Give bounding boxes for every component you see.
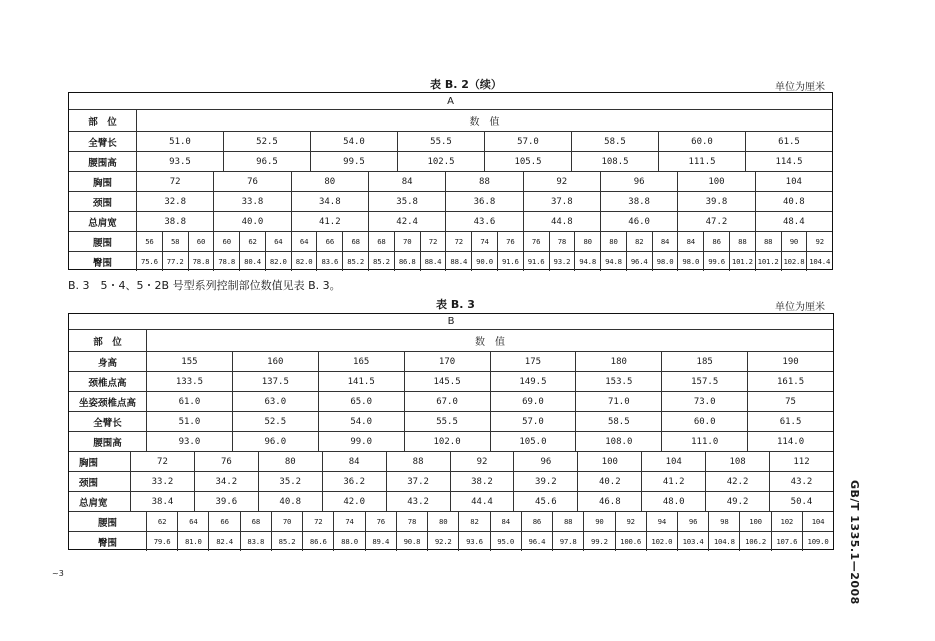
value-cell: 96 <box>601 172 678 191</box>
value-cell: 76 <box>214 172 291 191</box>
row-label: 坐姿颈椎点高 <box>69 392 147 411</box>
table-row <box>69 110 832 132</box>
value-cell: 38.8 <box>601 192 678 211</box>
value-cell: 65.0 <box>319 392 405 411</box>
value-cell: 95.0 <box>491 532 522 551</box>
value-cell: 92.2 <box>428 532 459 551</box>
value-cell: 155 <box>147 352 233 371</box>
value-cell: 91.6 <box>498 252 524 271</box>
table-row <box>69 492 833 512</box>
value-cell: 51.0 <box>147 412 233 431</box>
value-cell: 104 <box>642 452 706 471</box>
value-cell: 165 <box>319 352 405 371</box>
value-cell: 76 <box>524 232 550 251</box>
value-cell: 105.0 <box>491 432 577 451</box>
value-cell: 70 <box>272 512 303 531</box>
value-cell: 86.6 <box>303 532 334 551</box>
row-values <box>131 452 833 471</box>
value-cell: 81.0 <box>178 532 209 551</box>
value-cell: 82.0 <box>292 252 318 271</box>
value-cell: 58.5 <box>572 132 659 151</box>
value-cell: 102 <box>772 512 803 531</box>
value-cell: 46.0 <box>601 212 678 231</box>
value-cell: 104 <box>811 517 825 526</box>
value-cell: 48.0 <box>642 492 706 511</box>
value-cell: 86 <box>522 512 553 531</box>
row-label: 全臂长 <box>69 132 137 151</box>
row-label: 臀围 <box>69 532 147 551</box>
table-row <box>69 252 832 271</box>
value-cell: 98.0 <box>653 252 679 271</box>
value-cell: 92 <box>616 512 647 531</box>
value-cell: 86.8 <box>395 252 421 271</box>
row-label: 腰围 <box>69 232 137 251</box>
value-cell: 32.8 <box>137 192 214 211</box>
value-cell: 36.2 <box>323 472 387 491</box>
value-cell: 61.5 <box>779 416 802 427</box>
row-label: 臀围 <box>69 252 137 271</box>
value-cell: 39.8 <box>678 192 755 211</box>
value-cell: 55.5 <box>398 132 485 151</box>
value-cell: 39.6 <box>195 492 259 511</box>
value-cell: 114.0 <box>777 436 805 447</box>
row-values <box>147 512 833 531</box>
row-label: 颈围 <box>69 192 137 211</box>
table-b2-caption: 表 B. 2（续） <box>430 78 502 91</box>
value-cell: 45.6 <box>514 492 578 511</box>
value-cell: 67.0 <box>405 392 491 411</box>
value-cell: 97.8 <box>553 532 584 551</box>
value-cell: 33.2 <box>131 472 195 491</box>
value-cell: 72 <box>137 172 214 191</box>
value-cell: 44.4 <box>451 492 515 511</box>
value-cell: 52.5 <box>233 412 319 431</box>
row-label: 腰围高 <box>69 152 137 171</box>
value-cell: 111.0 <box>662 432 748 451</box>
value-cell: 108 <box>706 452 770 471</box>
value-cell: 68 <box>369 232 395 251</box>
value-cell: 85.2 <box>343 252 369 271</box>
row-label: 总肩宽 <box>69 212 137 231</box>
value-cell: 153.5 <box>576 372 662 391</box>
value-cell: 104.4 <box>809 257 831 266</box>
value-cell: 98.0 <box>678 252 704 271</box>
value-cell: 98 <box>709 512 740 531</box>
table-row <box>69 132 832 152</box>
row-values <box>137 172 832 191</box>
row-label: 胸围 <box>69 172 137 191</box>
row-label: 总肩宽 <box>69 492 131 511</box>
column-header-values: 数 值 <box>469 117 500 128</box>
value-cell: 58.5 <box>576 412 662 431</box>
value-cell: 38.8 <box>137 212 214 231</box>
row-values <box>147 352 833 371</box>
table-row <box>69 314 833 330</box>
value-cell: 48.4 <box>782 216 805 227</box>
row-values <box>137 252 832 271</box>
page-number: ~3 <box>52 569 64 578</box>
value-cell: 72 <box>303 512 334 531</box>
value-cell: 149.5 <box>491 372 577 391</box>
value-cell: 90 <box>782 232 808 251</box>
value-cell: 100 <box>678 172 755 191</box>
value-cell: 90.0 <box>472 252 498 271</box>
table-row <box>69 412 833 432</box>
value-cell: 89.4 <box>366 532 397 551</box>
table-row <box>69 512 833 532</box>
value-cell: 34.8 <box>292 192 369 211</box>
value-cell: 57.0 <box>485 132 572 151</box>
section-b3-paragraph: B. 3 5・4、5・2B 号型系列控制部位数值见表 B. 3。 <box>68 279 341 292</box>
value-cell: 112 <box>793 456 810 467</box>
table-b2-unit: 单位为厘米 <box>775 82 825 93</box>
table-row <box>69 93 832 110</box>
value-cell: 83.8 <box>241 532 272 551</box>
value-cell: 88 <box>553 512 584 531</box>
value-cell: 60.0 <box>659 132 746 151</box>
value-cell: 52.5 <box>224 132 311 151</box>
value-cell: 39.2 <box>514 472 578 491</box>
value-cell: 82 <box>459 512 490 531</box>
value-cell: 41.2 <box>642 472 706 491</box>
row-values <box>137 232 832 251</box>
value-cell: 96.0 <box>233 432 319 451</box>
value-cell: 40.8 <box>259 492 323 511</box>
value-cell: 54.0 <box>311 132 398 151</box>
row-label: 身高 <box>69 352 147 371</box>
value-cell: 43.6 <box>446 212 523 231</box>
section-letter: B <box>447 316 455 327</box>
value-cell: 94.8 <box>601 252 627 271</box>
table-row <box>69 392 833 412</box>
value-cell: 68 <box>241 512 272 531</box>
table-row <box>69 432 833 452</box>
value-cell: 96.4 <box>522 532 553 551</box>
value-cell: 94.8 <box>575 252 601 271</box>
table-row <box>69 372 833 392</box>
value-cell: 41.2 <box>292 212 369 231</box>
row-values <box>137 192 832 211</box>
table-b3 <box>68 313 834 550</box>
value-cell: 114.5 <box>775 156 803 167</box>
row-values <box>147 372 833 391</box>
value-cell: 107.6 <box>772 532 803 551</box>
value-cell: 49.2 <box>706 492 770 511</box>
value-cell: 133.5 <box>147 372 233 391</box>
value-cell: 37.2 <box>387 472 451 491</box>
value-cell: 161.5 <box>777 376 805 387</box>
value-cell: 58 <box>163 232 189 251</box>
value-cell: 54.0 <box>319 412 405 431</box>
value-cell: 93.0 <box>147 432 233 451</box>
value-cell: 60 <box>214 232 240 251</box>
value-cell: 80 <box>575 232 601 251</box>
value-cell: 88 <box>756 232 782 251</box>
value-cell: 84 <box>678 232 704 251</box>
value-cell: 42.0 <box>323 492 387 511</box>
value-cell: 77.2 <box>163 252 189 271</box>
value-cell: 96.4 <box>627 252 653 271</box>
value-cell: 99.5 <box>311 152 398 171</box>
value-cell: 96 <box>678 512 709 531</box>
value-cell: 80 <box>601 232 627 251</box>
column-header-part: 部 位 <box>69 110 137 131</box>
row-label: 腰围 <box>69 512 147 531</box>
value-cell: 76 <box>195 452 259 471</box>
section-letter: A <box>447 95 454 107</box>
table-row <box>69 232 832 252</box>
value-cell: 102.8 <box>782 252 808 271</box>
value-cell: 157.5 <box>662 372 748 391</box>
row-values <box>147 532 833 551</box>
value-cell: 66 <box>209 512 240 531</box>
value-cell: 72 <box>421 232 447 251</box>
table-b3-caption: 表 B. 3 <box>436 298 475 311</box>
value-cell: 78 <box>550 232 576 251</box>
value-cell: 99.2 <box>584 532 615 551</box>
value-cell: 75 <box>785 396 796 407</box>
value-cell: 37.8 <box>524 192 601 211</box>
value-cell: 141.5 <box>319 372 405 391</box>
value-cell: 74 <box>334 512 365 531</box>
value-cell: 92 <box>815 237 824 246</box>
row-values <box>131 492 833 511</box>
value-cell: 40.8 <box>782 196 805 207</box>
value-cell: 84 <box>653 232 679 251</box>
table-b2 <box>68 92 833 270</box>
value-cell: 88.4 <box>421 252 447 271</box>
row-values <box>147 392 833 411</box>
row-values <box>137 152 832 171</box>
value-cell: 55.5 <box>405 412 491 431</box>
value-cell: 105.5 <box>485 152 572 171</box>
value-cell: 71.0 <box>576 392 662 411</box>
value-cell: 80.4 <box>240 252 266 271</box>
value-cell: 90 <box>584 512 615 531</box>
value-cell: 80 <box>259 452 323 471</box>
value-cell: 111.5 <box>659 152 746 171</box>
value-cell: 60.0 <box>662 412 748 431</box>
row-values <box>147 432 833 451</box>
table-row <box>69 352 833 372</box>
row-values <box>137 132 832 151</box>
value-cell: 78.8 <box>189 252 215 271</box>
table-row <box>69 172 832 192</box>
value-cell: 66 <box>317 232 343 251</box>
value-cell: 44.8 <box>524 212 601 231</box>
value-cell: 85.2 <box>369 252 395 271</box>
value-cell: 88.0 <box>334 532 365 551</box>
value-cell: 46.8 <box>578 492 642 511</box>
value-cell: 33.8 <box>214 192 291 211</box>
value-cell: 72 <box>446 232 472 251</box>
value-cell: 78 <box>397 512 428 531</box>
value-cell: 100 <box>740 512 771 531</box>
value-cell: 38.4 <box>131 492 195 511</box>
value-cell: 84 <box>369 172 446 191</box>
table-row <box>69 330 833 352</box>
table-row <box>69 152 832 172</box>
value-cell: 73.0 <box>662 392 748 411</box>
value-cell: 79.6 <box>147 532 178 551</box>
value-cell: 69.0 <box>491 392 577 411</box>
value-cell: 56 <box>137 232 163 251</box>
value-cell: 75.6 <box>137 252 163 271</box>
table-row <box>69 452 833 472</box>
value-cell: 43.2 <box>387 492 451 511</box>
value-cell: 82.0 <box>266 252 292 271</box>
value-cell: 88 <box>730 232 756 251</box>
value-cell: 78.8 <box>214 252 240 271</box>
row-label: 颈围 <box>69 472 131 491</box>
value-cell: 190 <box>782 356 799 367</box>
value-cell: 93.2 <box>550 252 576 271</box>
value-cell: 108.0 <box>576 432 662 451</box>
row-label: 颈椎点高 <box>69 372 147 391</box>
value-cell: 100 <box>578 452 642 471</box>
value-cell: 91.6 <box>524 252 550 271</box>
value-cell: 92 <box>451 452 515 471</box>
value-cell: 88.4 <box>446 252 472 271</box>
value-cell: 60 <box>189 232 215 251</box>
value-cell: 40.2 <box>578 472 642 491</box>
value-cell: 106.2 <box>740 532 771 551</box>
value-cell: 101.2 <box>756 252 782 271</box>
value-cell: 51.0 <box>137 132 224 151</box>
column-header-part: 部 位 <box>69 330 147 351</box>
value-cell: 109.0 <box>807 537 829 546</box>
value-cell: 84 <box>491 512 522 531</box>
value-cell: 82.4 <box>209 532 240 551</box>
value-cell: 93.5 <box>137 152 224 171</box>
value-cell: 88 <box>446 172 523 191</box>
row-label: 胸围 <box>69 452 131 471</box>
row-values <box>131 472 833 491</box>
value-cell: 34.2 <box>195 472 259 491</box>
value-cell: 76 <box>498 232 524 251</box>
value-cell: 40.0 <box>214 212 291 231</box>
value-cell: 68 <box>343 232 369 251</box>
value-cell: 61.5 <box>778 136 800 147</box>
value-cell: 137.5 <box>233 372 319 391</box>
value-cell: 85.2 <box>272 532 303 551</box>
value-cell: 101.2 <box>730 252 756 271</box>
value-cell: 99.0 <box>319 432 405 451</box>
value-cell: 82 <box>627 232 653 251</box>
value-cell: 86 <box>704 232 730 251</box>
value-cell: 175 <box>491 352 577 371</box>
value-cell: 47.2 <box>678 212 755 231</box>
value-cell: 35.8 <box>369 192 446 211</box>
value-cell: 90.8 <box>397 532 428 551</box>
value-cell: 64 <box>178 512 209 531</box>
table-row <box>69 192 832 212</box>
table-b3-unit: 单位为厘米 <box>775 302 825 313</box>
value-cell: 74 <box>472 232 498 251</box>
value-cell: 42.4 <box>369 212 446 231</box>
value-cell: 103.4 <box>678 532 709 551</box>
table-row <box>69 212 832 232</box>
value-cell: 50.4 <box>790 496 813 507</box>
value-cell: 70 <box>395 232 421 251</box>
value-cell: 76 <box>366 512 397 531</box>
value-cell: 62 <box>240 232 266 251</box>
value-cell: 160 <box>233 352 319 371</box>
value-cell: 180 <box>576 352 662 371</box>
value-cell: 108.5 <box>572 152 659 171</box>
value-cell: 61.0 <box>147 392 233 411</box>
row-values <box>147 412 833 431</box>
value-cell: 102.5 <box>398 152 485 171</box>
value-cell: 94 <box>647 512 678 531</box>
value-cell: 145.5 <box>405 372 491 391</box>
value-cell: 43.2 <box>790 476 813 487</box>
value-cell: 63.0 <box>233 392 319 411</box>
row-values <box>137 212 832 231</box>
table-row <box>69 472 833 492</box>
value-cell: 64 <box>292 232 318 251</box>
value-cell: 102.0 <box>647 532 678 551</box>
value-cell: 104.8 <box>709 532 740 551</box>
value-cell: 72 <box>131 452 195 471</box>
value-cell: 185 <box>662 352 748 371</box>
value-cell: 96.5 <box>224 152 311 171</box>
value-cell: 42.2 <box>706 472 770 491</box>
value-cell: 62 <box>147 512 178 531</box>
row-label: 腰围高 <box>69 432 147 451</box>
value-cell: 92 <box>524 172 601 191</box>
standard-number: GB/T 1335.1—2008 <box>848 480 861 605</box>
value-cell: 102.0 <box>405 432 491 451</box>
value-cell: 170 <box>405 352 491 371</box>
value-cell: 96 <box>514 452 578 471</box>
value-cell: 35.2 <box>259 472 323 491</box>
value-cell: 38.2 <box>451 472 515 491</box>
value-cell: 99.6 <box>704 252 730 271</box>
value-cell: 80 <box>292 172 369 191</box>
value-cell: 100.6 <box>616 532 647 551</box>
value-cell: 93.6 <box>459 532 490 551</box>
value-cell: 88 <box>387 452 451 471</box>
value-cell: 80 <box>428 512 459 531</box>
value-cell: 36.8 <box>446 192 523 211</box>
value-cell: 64 <box>266 232 292 251</box>
row-label: 全臂长 <box>69 412 147 431</box>
table-row <box>69 532 833 551</box>
value-cell: 104 <box>785 176 802 187</box>
value-cell: 57.0 <box>491 412 577 431</box>
value-cell: 84 <box>323 452 387 471</box>
column-header-values: 数 值 <box>475 337 505 348</box>
value-cell: 83.6 <box>317 252 343 271</box>
